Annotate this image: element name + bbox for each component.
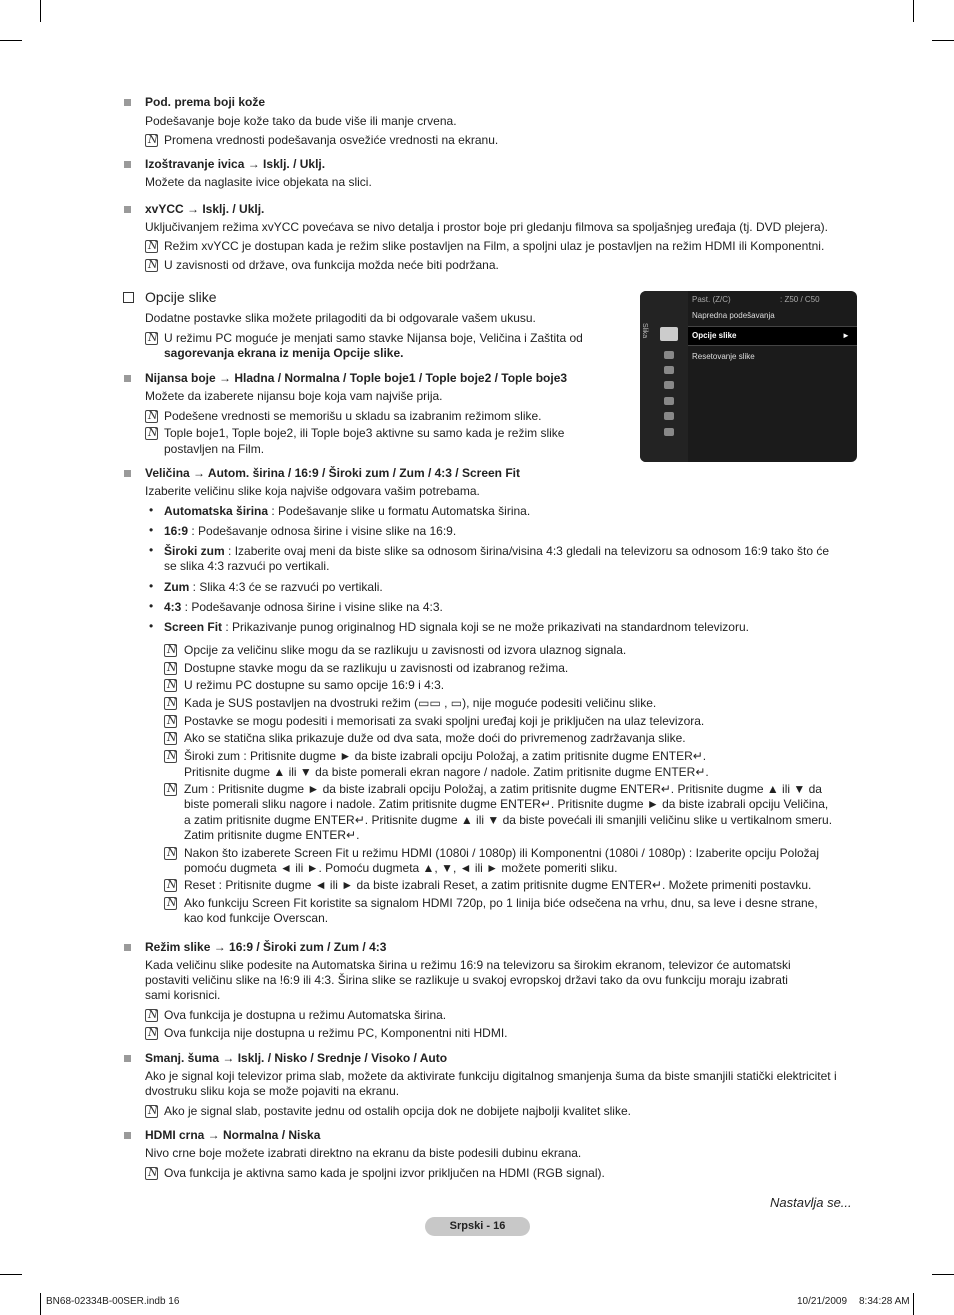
section-title: Nijansa boje → Hladna / Normalna / Tople boje1 / Tople boje2 / Tople boje3	[145, 371, 568, 385]
note-text: Ako je signal slab, postavite jednu od ostalih opcija dok ne dobijete najbolji kvalitet slike.	[164, 1104, 631, 1118]
crop-mark	[932, 40, 954, 41]
note-icon	[145, 1105, 158, 1118]
note-text: Ako funkciju Screen Fit koristite sa signalom HDMI 720p, po 1 linija biće odsečena na vrhu, dnu, sa leve i desne strane,	[184, 896, 818, 910]
note-text: Režim xvYCC je dostupan kada je režim slike postavljen na Film, a spoljni ulaz je postavljen na režim HDMI ili Komponentni.	[164, 239, 825, 253]
crop-mark	[913, 0, 914, 22]
note-text: Široki zum : Pritisnite dugme ► da biste izabrali opciju Položaj, a zatim pritisnite dugme ENTER↵.	[184, 749, 707, 763]
note-text: pomoću dugmeta ◄ ili ►. Pomoću dugmeta ▲, ▼, ◄ ili ► možete pomeriti sliku.	[184, 861, 618, 875]
note-text: Dostupne stavke mogu da se razlikuju u zavisnosti od izabranog režima.	[184, 661, 569, 675]
list-bullet-icon: •	[149, 523, 154, 537]
note-text: U režimu PC dostupne su samo opcije 16:9 i 4:3.	[184, 678, 445, 692]
note-text: Zatim pritisnite dugme ENTER↵.	[184, 828, 360, 842]
osd-sidebar	[640, 291, 688, 462]
section-title: Režim slike → 16:9 / Široki zum / Zum / 4:3	[145, 940, 387, 954]
list-item: Zum : Slika 4:3 će se razvući po vertikali.	[164, 580, 383, 594]
heading-opcije-slike: Opcije slike	[145, 289, 217, 305]
list-bullet-icon: •	[149, 579, 154, 593]
note-icon	[164, 679, 177, 692]
list-item: Screen Fit : Prikazivanje punog originalnog HD signala koji se ne može prikazivati na standardnom televizoru.	[164, 620, 749, 634]
section-desc: Možete da naglasite ivice objekata na slici.	[145, 175, 372, 189]
note-text: Promena vrednosti podešavanja osvežiće vrednosti na ekranu.	[164, 133, 499, 147]
note-icon	[164, 715, 177, 728]
section-title: HDMI crna → Normalna / Niska	[145, 1128, 321, 1142]
list-bullet-icon: •	[149, 503, 154, 517]
note-text: sagorevanja ekrana iz menija Opcije slike.	[164, 346, 404, 360]
note-icon	[164, 662, 177, 675]
section-bullet-icon	[124, 944, 131, 951]
footer-time: 8:34:28 AM	[859, 1296, 910, 1307]
note-icon	[145, 1167, 158, 1180]
note-text: Nakon što izaberete Screen Fit u režimu HDMI (1080i / 1080p) ili Komponentni (1080i / 1080p) : Izaberite opciju Položaj	[184, 846, 819, 860]
note-icon	[164, 783, 177, 796]
note-text: a zatim pritisnite dugme ENTER↵. Pritisnite dugme ▲ ili ▼ da biste povećali ili smanjili veličinu slike u vertikalnom smeru.	[184, 813, 833, 827]
page-number: Srpski - 16	[425, 1217, 530, 1236]
list-bullet-icon: •	[149, 543, 154, 557]
section-desc: Dodatne postavke slika možete prilagoditi da bi odgovarale vašem ukusu.	[145, 311, 536, 325]
crop-mark	[40, 1293, 41, 1315]
picture-icon	[660, 327, 678, 341]
section-desc: Nivo crne boje možete izabrati direktno na ekranu da biste podesili dubinu ekrana.	[145, 1146, 582, 1160]
note-icon	[164, 897, 177, 910]
note-icon	[164, 847, 177, 860]
footer-file: BN68-02334B-00SER.indb 16	[46, 1296, 180, 1307]
section-desc: Ako je signal koji televizor prima slab, možete da aktivirate funkciju digitalnog smanjenja šuma da biste smanjili statički elektricitet i	[145, 1069, 837, 1083]
section-desc: Možete da izaberete nijansu boje koja vam najviše prija.	[145, 389, 443, 403]
section-desc: dvostruku sliku koja se može pojaviti na ekranu.	[145, 1084, 400, 1098]
section-desc: sami korisnici.	[145, 988, 221, 1002]
section-bullet-icon	[124, 99, 131, 106]
osd-row-label: Past. (Z/C)	[692, 295, 731, 304]
note-icon	[145, 134, 158, 147]
note-icon	[145, 259, 158, 272]
osd-row-value: : Z50 / C50	[780, 295, 820, 304]
note-icon	[164, 750, 177, 763]
osd-row: Napredna podešavanja	[692, 311, 775, 320]
note-icon	[145, 1027, 158, 1040]
note-icon	[164, 644, 177, 657]
note-text: Ova funkcija je aktivna samo kada je spoljni izvor priključen na HDMI (RGB signal).	[164, 1166, 605, 1180]
section-bullet-icon	[124, 1132, 131, 1139]
note-icon	[164, 732, 177, 745]
crop-mark	[0, 40, 22, 41]
tv-osd-menu	[640, 291, 857, 462]
note-icon	[145, 332, 158, 345]
note-text: Zum : Pritisnite dugme ► da biste izabrali opciju Položaj, a zatim pritisnite dugme ENTER↵. Pritisnite dugme ▲ ili ▼ da	[184, 782, 822, 796]
application-icon	[664, 412, 674, 420]
section-bullet-icon	[124, 470, 131, 477]
list-item: 16:9 : Podešavanje odnosa širine i visine slike na 16:9.	[164, 524, 457, 538]
note-text: Podešene vrednosti se memorišu u skladu sa izabranim režimom slike.	[164, 409, 542, 423]
crop-mark	[932, 1274, 954, 1275]
note-text: U zavisnosti od države, ova funkcija možda neće biti podržana.	[164, 258, 499, 272]
section-title: Pod. prema boji kože	[145, 95, 266, 109]
section-bullet-icon	[124, 1055, 131, 1062]
note-text: Tople boje1, Tople boje2, ili Tople boje3 aktivne su samo kada je režim slike	[164, 426, 565, 440]
list-bullet-icon: •	[149, 599, 154, 613]
note-text: Postavke se mogu podesiti i memorisati za svaki spoljni uređaj koji je priključen na ulaz televizora.	[184, 714, 705, 728]
section-desc: Podešavanje boje kože tako da bude više ili manje crvena.	[145, 114, 457, 128]
note-text: Ova funkcija nije dostupna u režimu PC, Komponentni niti HDMI.	[164, 1026, 508, 1040]
section-title: Izoštravanje ivica → Isklj. / Uklj.	[145, 157, 326, 171]
note-icon	[145, 427, 158, 440]
note-text: Kada je SUS postavljen na dvostruki režim (▭▭ , ▭), nije moguće podesiti veličinu slike.	[184, 696, 657, 710]
section-desc: Izaberite veličinu slike koja najviše odgovara vašim potrebama.	[145, 484, 480, 498]
note-icon	[164, 697, 177, 710]
crop-mark	[40, 0, 41, 22]
section-bullet-icon	[124, 375, 131, 382]
note-text: biste pomerali sliku nagore i nadole. Zatim pritisnite dugme ENTER↵. Pritisnite dugme ► da biste izabrali opciju Veličina,	[184, 797, 829, 811]
note-text: kao kod funkcije Overscan.	[184, 911, 329, 925]
section-desc: postaviti veličinu slike na !6:9 ili 4:3. Širina slike se razlikuje u svakoj evropskoj državi tako da ovu funkciju moraju izabrati	[145, 973, 788, 987]
crop-mark	[913, 1293, 914, 1315]
note-icon	[164, 879, 177, 892]
section-desc: Uključivanjem režima xvYCC povećava se nivo detalja i prostor boje pri gledanju filmova sa spoljašnjeg uređaja (tj. DVD plejera).	[145, 220, 828, 234]
note-text: Ova funkcija je dostupna u režimu Automatska širina.	[164, 1008, 447, 1022]
channel-icon	[664, 366, 674, 374]
arrow-right-icon: ►	[842, 331, 850, 340]
note-text: U režimu PC moguće je menjati samo stavke Nijansa boje, Veličina i Zaštita od	[164, 331, 583, 345]
continued-label: Nastavlja se...	[770, 1195, 852, 1210]
section-title: Smanj. šuma → Isklj. / Nisko / Srednje / Visoko / Auto	[145, 1051, 448, 1065]
checkbox-bullet-icon	[123, 292, 134, 303]
list-item: Automatska širina : Podešavanje slike u formatu Automatska širina.	[164, 504, 531, 518]
section-bullet-icon	[124, 161, 131, 168]
note-text: Reset : Pritisnite dugme ◄ ili ► da biste izabrali Reset, a zatim pritisnite dugme ENTER↵. Možete primeniti postavku.	[184, 878, 812, 892]
input-icon	[664, 397, 674, 405]
note-icon	[145, 410, 158, 423]
section-desc: Kada veličinu slike podesite na Automatska širina u režimu 16:9 na televizoru sa širokim ekranom, televizor će automatski	[145, 958, 791, 972]
note-text: Ako se statična slika prikazuje duže od dva sata, može doći do privremenog zadržavanja slike.	[184, 731, 686, 745]
support-icon	[664, 428, 674, 436]
note-text: Pritisnite dugme ▲ ili ▼ da biste pomerali ekran nagore / nadole. Zatim pritisnite dugme ENTER↵.	[184, 765, 709, 779]
section-bullet-icon	[124, 206, 131, 213]
note-icon	[145, 1009, 158, 1022]
note-icon	[145, 240, 158, 253]
crop-mark	[0, 1274, 22, 1275]
note-text: Opcije za veličinu slike mogu da se razlikuju u zavisnosti od izvora ulaznog signala.	[184, 643, 627, 657]
osd-row: Resetovanje slike	[692, 352, 755, 361]
note-text: postavljen na Film.	[164, 442, 265, 456]
osd-row-selected: Opcije slike	[692, 331, 737, 340]
section-title: xvYCC → Isklj. / Uklj.	[145, 202, 265, 216]
list-item: 4:3 : Podešavanje odnosa širine i visine slike na 4:3.	[164, 600, 443, 614]
section-title: Veličina → Autom. širina / 16:9 / Široki zum / Zum / 4:3 / Screen Fit	[145, 466, 520, 480]
list-item-cont: se slika 4:3 razvući po vertikali.	[164, 559, 330, 573]
list-item: Široki zum : Izaberite ovaj meni da biste slike sa odnosom širina/visina 4:3 gledali na televizoru sa odnosom 16:9 tako što će	[164, 544, 830, 558]
footer-date: 10/21/2009	[797, 1296, 848, 1307]
osd-side-label: Slika	[641, 323, 648, 339]
setup-icon	[664, 381, 674, 389]
sound-icon	[664, 351, 674, 359]
list-bullet-icon: •	[149, 619, 154, 633]
